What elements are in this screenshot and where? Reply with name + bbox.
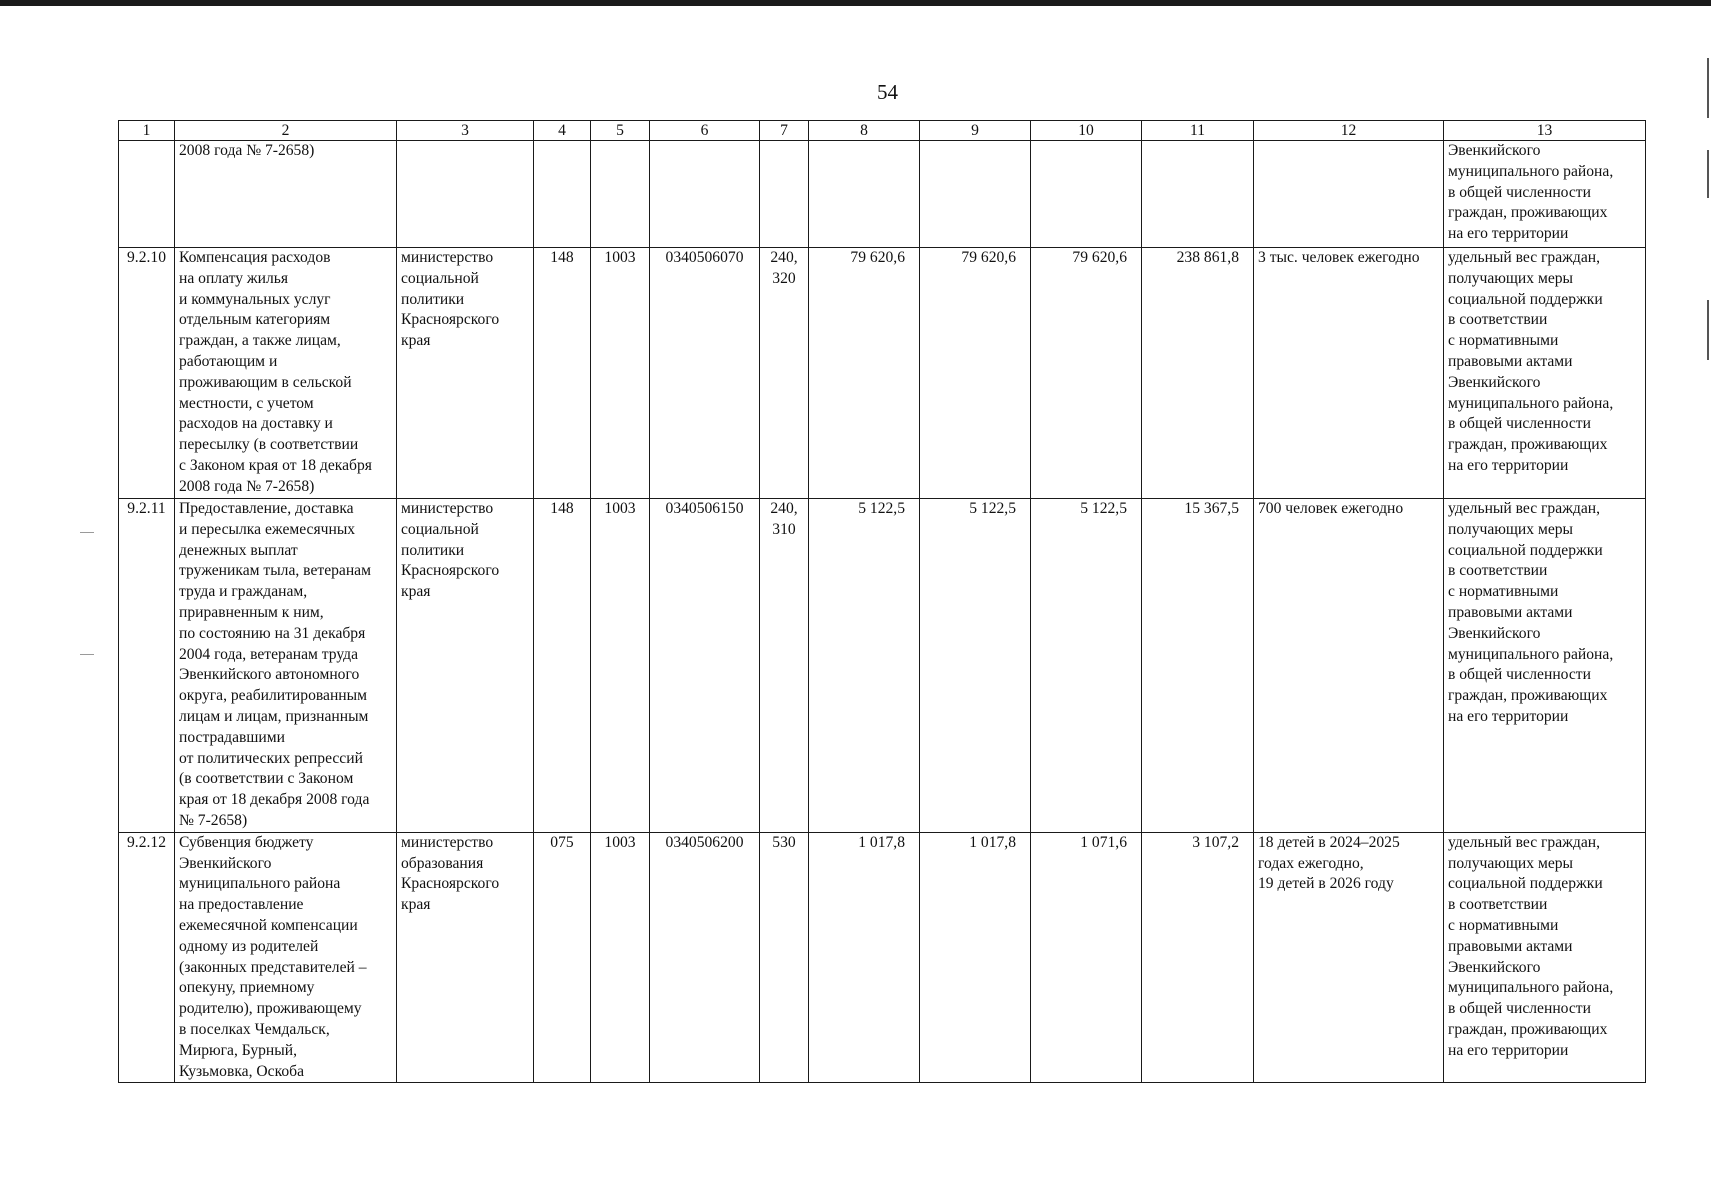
section-code: 1003 — [591, 499, 650, 833]
amount-total: 238 861,8 — [1142, 248, 1254, 499]
page-number: 54 — [877, 80, 898, 104]
column-header: 6 — [650, 121, 760, 141]
table-row-9-2-10 — [119, 248, 1646, 499]
program-measures-table — [118, 120, 1646, 1083]
amount-col-10: 5 122,5 — [1031, 499, 1142, 833]
column-header: 13 — [1444, 121, 1646, 141]
column-header: 5 — [591, 121, 650, 141]
column-header: 10 — [1031, 121, 1142, 141]
column-header: 12 — [1254, 121, 1444, 141]
column-header: 4 — [534, 121, 591, 141]
measure-name: Субвенция бюджету Эвенкийского муниципального района на предоставление ежемесячной компенсации одному из родителей (законных представителей – опекуну, приемному родителю), проживающему в поселках Чемдальск, Мирюга, Бурный, Кузьмовка, Оскоба — [175, 832, 397, 1083]
amount-col-9: 1 017,8 — [920, 832, 1031, 1083]
executor — [397, 141, 534, 248]
column-header: 2 — [175, 121, 397, 141]
amount-total: 3 107,2 — [1142, 832, 1254, 1083]
scan-speck — [80, 532, 94, 533]
indicator: удельный вес граждан, получающих меры социальной поддержки в соответствии с нормативными правовыми актами Эвенкийского муниципального района, в общей численности граждан, проживающих на его территории — [1444, 832, 1646, 1083]
scan-top-border — [0, 0, 1711, 6]
column-header: 7 — [760, 121, 809, 141]
column-header: 3 — [397, 121, 534, 141]
table-row-9-2-12 — [119, 832, 1646, 1083]
column-header: 8 — [809, 121, 920, 141]
scan-edge-mark — [1707, 300, 1709, 360]
executor: министерство социальной политики Красноярского края — [397, 248, 534, 499]
scan-speck — [80, 654, 94, 655]
measure-name: 2008 года № 7-2658) — [175, 141, 397, 248]
measure-number: 9.2.11 — [119, 499, 175, 833]
expense-type-code — [760, 141, 809, 248]
target-article-code: 0340506200 — [650, 832, 760, 1083]
executor: министерство образования Красноярского края — [397, 832, 534, 1083]
indicator: удельный вес граждан, получающих меры социальной поддержки в соответствии с нормативными правовыми актами Эвенкийского муниципального района, в общей численности граждан, проживающих на его территории — [1444, 499, 1646, 833]
table-row-9-2-11 — [119, 499, 1646, 833]
target-article-code — [650, 141, 760, 248]
amount-col-9 — [920, 141, 1031, 248]
expected-result: 700 человек ежегодно — [1254, 499, 1444, 833]
measure-number — [119, 141, 175, 248]
column-header: 1 — [119, 121, 175, 141]
expense-type-code: 240, 310 — [760, 499, 809, 833]
grbs-code: 148 — [534, 248, 591, 499]
column-header: 9 — [920, 121, 1031, 141]
amount-col-8: 1 017,8 — [809, 832, 920, 1083]
indicator: удельный вес граждан, получающих меры социальной поддержки в соответствии с нормативными правовыми актами Эвенкийского муниципального района, в общей численности граждан, проживающих на его территории — [1444, 248, 1646, 499]
amount-col-8: 5 122,5 — [809, 499, 920, 833]
expense-type-code: 530 — [760, 832, 809, 1083]
amount-col-10: 1 071,6 — [1031, 832, 1142, 1083]
expected-result: 3 тыс. человек ежегодно — [1254, 248, 1444, 499]
amount-col-8 — [809, 141, 920, 248]
scan-edge-mark — [1707, 150, 1709, 198]
column-number-header-row — [119, 121, 1646, 141]
amount-col-9: 5 122,5 — [920, 499, 1031, 833]
amount-col-8: 79 620,6 — [809, 248, 920, 499]
measure-number: 9.2.10 — [119, 248, 175, 499]
measure-name: Предоставление, доставка и пересылка ежемесячных денежных выплат труженикам тыла, ветеранам труда и гражданам, приравненным к ним, по состоянию на 31 декабря 2004 года, ветеранам труда Эвенкийского автономного округа, реабилитированным лицам и лицам, признанным пострадавшими от политических репрессий (в соответствии с Законом края от 18 декабря 2008 года № 7-2658) — [175, 499, 397, 833]
section-code — [591, 141, 650, 248]
amount-total — [1142, 141, 1254, 248]
expense-type-code: 240, 320 — [760, 248, 809, 499]
expected-result — [1254, 141, 1444, 248]
expected-result: 18 детей в 2024–2025 годах ежегодно, 19 детей в 2026 году — [1254, 832, 1444, 1083]
amount-col-10 — [1031, 141, 1142, 248]
section-code: 1003 — [591, 832, 650, 1083]
amount-col-9: 79 620,6 — [920, 248, 1031, 499]
grbs-code: 148 — [534, 499, 591, 833]
grbs-code: 075 — [534, 832, 591, 1083]
measure-number: 9.2.12 — [119, 832, 175, 1083]
table-row-continuation — [119, 141, 1646, 248]
measure-name: Компенсация расходов на оплату жилья и коммунальных услуг отдельным категориям граждан, а также лицам, работающим и проживающим в сельской местности, с учетом расходов на доставку и пересылку (в соответствии с Законом края от 18 декабря 2008 года № 7-2658) — [175, 248, 397, 499]
target-article-code: 0340506150 — [650, 499, 760, 833]
indicator: Эвенкийского муниципального района, в общей численности граждан, проживающих на его территории — [1444, 141, 1646, 248]
amount-col-10: 79 620,6 — [1031, 248, 1142, 499]
amount-total: 15 367,5 — [1142, 499, 1254, 833]
grbs-code — [534, 141, 591, 248]
executor: министерство социальной политики Красноярского края — [397, 499, 534, 833]
target-article-code: 0340506070 — [650, 248, 760, 499]
column-header: 11 — [1142, 121, 1254, 141]
section-code: 1003 — [591, 248, 650, 499]
